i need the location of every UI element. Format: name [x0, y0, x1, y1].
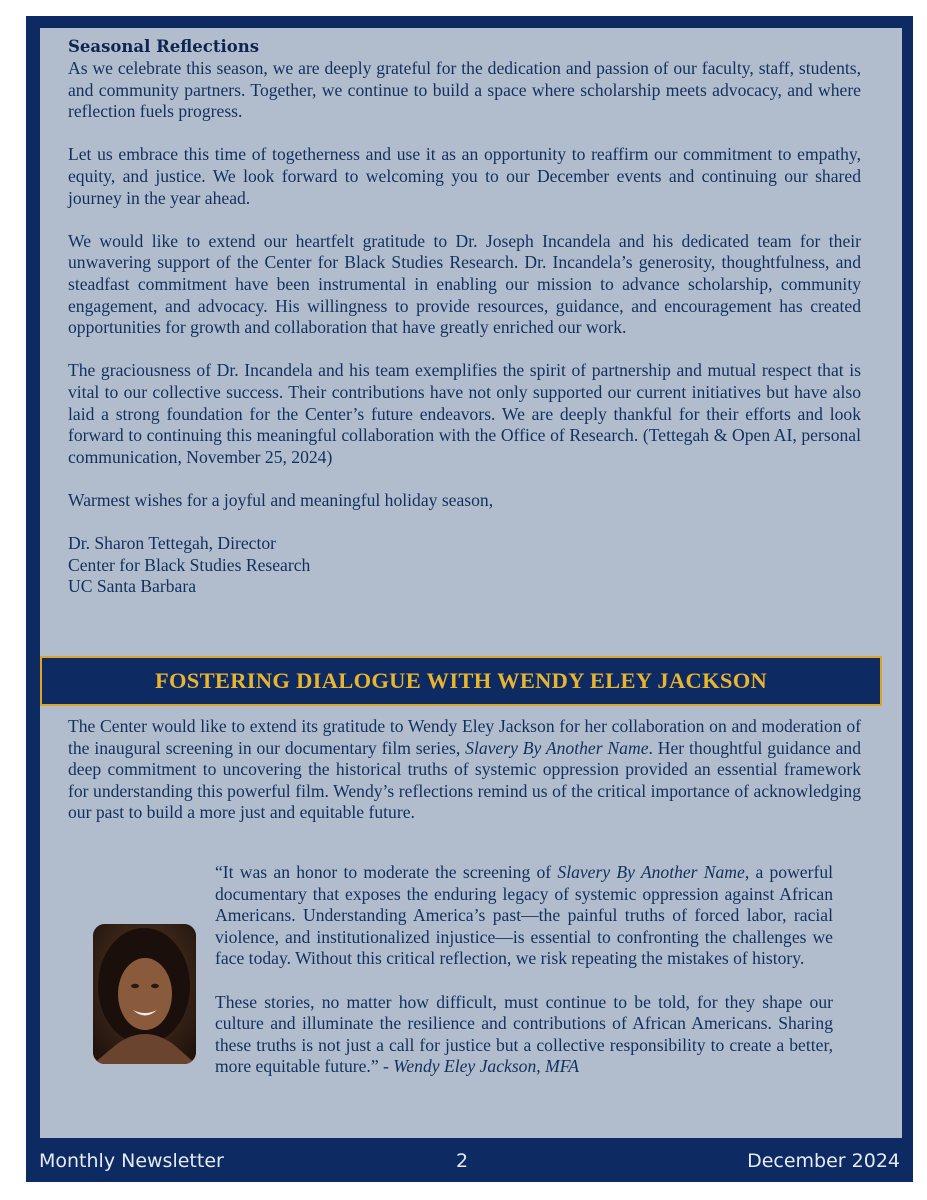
footer-newsletter-label: Monthly Newsletter: [39, 1150, 224, 1172]
footer-page-number: 2: [456, 1150, 469, 1172]
paragraph-2: Let us embrace this time of togetherness and use it as an opportunity to reaffirm our commitment to empathy, equity, and justice. We look forward to welcoming you to our December events and continuing our shared journey in the year ahead.: [68, 144, 861, 208]
intro-text-end: . Her thoughtful guidance and deep commitment to uncovering the historical truths of systemic oppression provided an essential framework for understanding this powerful film. Wendy’s reflections remind us of the critical importance of acknowledging our past to build a more just and equitable future.: [68, 737, 861, 823]
fostering-dialogue-banner: [40, 656, 882, 706]
paragraph-1: As we celebrate this season, we are deeply grateful for the dedication and passion of our faculty, staff, students, and community partners. Together, we continue to build a space where scholarship meets advocacy, and where reflection fuels progress.: [68, 58, 861, 122]
quote-open: “It was an honor to moderate the screening of: [215, 862, 558, 882]
section-title: Seasonal Reflections: [68, 37, 260, 56]
fostering-intro: [68, 716, 861, 824]
signature-name: Dr. Sharon Tettegah, Director: [68, 533, 277, 554]
signature-university: UC Santa Barbara: [68, 576, 197, 597]
seasonal-reflections-section: [68, 36, 861, 598]
quote-film-title: Slavery By Another Name: [557, 862, 745, 882]
paragraph-4: The graciousness of Dr. Incandela and his team exemplifies the spirit of partnership and mutual respect that is vital to our collective success. Their contributions have not only supported our current initiatives but have also laid a strong foundation for the Center’s future endeavors. We are deeply thankful for their efforts and look forward to continuing this meaningful collaboration with the Office of Research. (Tettegah & Open AI, personal communication, November 25, 2024): [68, 360, 861, 467]
quote-block: [215, 862, 833, 1100]
quote-attribution: - Wendy Eley Jackson, MFA: [378, 1056, 579, 1077]
quote-paragraph-2: [215, 992, 833, 1078]
signature-center: Center for Black Studies Research: [68, 554, 311, 575]
intro-paragraph: [68, 716, 861, 824]
paragraph-3: We would like to extend our heartfelt gratitude to Dr. Joseph Incandela and his dedicated team for their unwavering support of the Center for Black Studies Research. Dr. Incandela’s generosity, thoughtfulness, and steadfast commitment have been instrumental in enabling our mission to advance scholarship, community engagement, and advocacy. His willingness to provide resources, guidance, and encouragement has created opportunities for growth and collaboration that have greatly enriched our work.: [68, 230, 861, 338]
banner-title: FOSTERING DIALOGUE WITH WENDY ELEY JACKSON: [154, 668, 768, 693]
portrait-image: [93, 924, 196, 1064]
quote-text: , a powerful documentary that exposes the enduring legacy of systemic oppression against African Americans. Understanding America’s past—the painful truths of forced labor, racial violence, and institutionalized injustice—is essential to confronting the challenges we face today. Without this critical reflection, we risk repeating the mistakes of history.: [215, 862, 834, 969]
closing-line: Warmest wishes for a joyful and meaningful holiday season,: [68, 489, 494, 510]
intro-text-start: The Center would like to extend its gratitude to Wendy Eley Jackson for her collaboration on and moderation of the inaugural screening in our documentary film series,: [68, 716, 861, 758]
quote-paragraph-1: [215, 862, 833, 970]
page-footer: [26, 1140, 913, 1182]
film-title: Slavery By Another Name: [465, 737, 649, 758]
footer-date: December 2024: [747, 1150, 900, 1172]
wendy-eley-jackson-photo: [93, 924, 196, 1064]
quote-text-2: These stories, no matter how difficult, must continue to be told, for they shape our culture and illuminate the resilience and contributions of African Americans. Sharing these truths is not just a call for justice but a collective responsibility to create a better, more equitable future.”: [215, 991, 833, 1077]
